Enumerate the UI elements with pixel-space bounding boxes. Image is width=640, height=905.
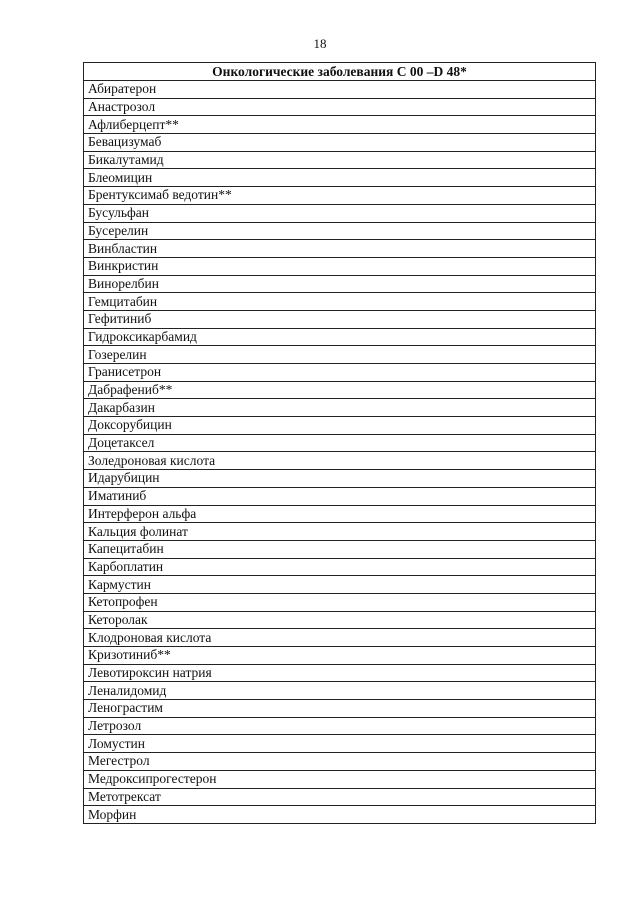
table-row <box>84 593 596 611</box>
table-row <box>84 505 596 523</box>
table-row <box>84 169 596 187</box>
table-row <box>84 381 596 399</box>
drug-name: Винбластин <box>84 240 596 258</box>
table-row <box>84 664 596 682</box>
drug-name: Гранисетрон <box>84 364 596 382</box>
drug-name: Метотрексат <box>84 788 596 806</box>
drug-list-body <box>84 81 596 824</box>
table-row <box>84 735 596 753</box>
table-row <box>84 116 596 134</box>
table-row <box>84 558 596 576</box>
drug-name: Афлиберцепт** <box>84 116 596 134</box>
drug-name: Дабрафениб** <box>84 381 596 399</box>
drug-name: Бусульфан <box>84 204 596 222</box>
table-row <box>84 81 596 99</box>
drug-name: Летрозол <box>84 717 596 735</box>
drug-name: Винорелбин <box>84 275 596 293</box>
page-number: 18 <box>313 36 327 51</box>
table-row <box>84 187 596 205</box>
drug-name: Кризотиниб** <box>84 647 596 665</box>
drug-name: Блеомицин <box>84 169 596 187</box>
table-row <box>84 364 596 382</box>
drug-list-table <box>83 62 596 824</box>
drug-name: Гидроксикарбамид <box>84 328 596 346</box>
drug-name: Бикалутамид <box>84 151 596 169</box>
table-row <box>84 470 596 488</box>
drug-name: Гемцитабин <box>84 293 596 311</box>
drug-name: Мегестрол <box>84 753 596 771</box>
drug-name: Дакарбазин <box>84 399 596 417</box>
table-row <box>84 647 596 665</box>
drug-name: Иматиниб <box>84 487 596 505</box>
table-row <box>84 770 596 788</box>
drug-name: Винкристин <box>84 257 596 275</box>
table-row <box>84 222 596 240</box>
table-row <box>84 417 596 435</box>
drug-name: Левотироксин натрия <box>84 664 596 682</box>
drug-name: Бевацизумаб <box>84 134 596 152</box>
table-row <box>84 275 596 293</box>
table-row <box>84 328 596 346</box>
table-row <box>84 346 596 364</box>
table-row <box>84 151 596 169</box>
table-row <box>84 717 596 735</box>
drug-name: Доцетаксел <box>84 434 596 452</box>
table-header-row <box>84 63 596 81</box>
table-row <box>84 257 596 275</box>
table-row <box>84 682 596 700</box>
drug-name: Интерферон альфа <box>84 505 596 523</box>
table-row <box>84 434 596 452</box>
drug-name: Карбоплатин <box>84 558 596 576</box>
drug-name: Кеторолак <box>84 611 596 629</box>
drug-name: Леналидомид <box>84 682 596 700</box>
table-row <box>84 806 596 824</box>
table-row <box>84 629 596 647</box>
table-row <box>84 753 596 771</box>
drug-name: Доксорубицин <box>84 417 596 435</box>
table-row <box>84 487 596 505</box>
drug-name: Гозерелин <box>84 346 596 364</box>
table-row <box>84 523 596 541</box>
table-row <box>84 576 596 594</box>
table-row <box>84 540 596 558</box>
drug-name: Кармустин <box>84 576 596 594</box>
drug-name: Золедроновая кислота <box>84 452 596 470</box>
table-row <box>84 788 596 806</box>
drug-name: Абиратерон <box>84 81 596 99</box>
drug-name: Медроксипрогестерон <box>84 770 596 788</box>
drug-name: Капецитабин <box>84 540 596 558</box>
drug-name: Гефитиниб <box>84 310 596 328</box>
table-row <box>84 98 596 116</box>
table-header: Онкологические заболевания С 00 –D 48* <box>84 63 596 81</box>
table-row <box>84 293 596 311</box>
drug-name: Ломустин <box>84 735 596 753</box>
table-row <box>84 611 596 629</box>
drug-name: Кетопрофен <box>84 593 596 611</box>
drug-name: Клодроновая кислота <box>84 629 596 647</box>
drug-name: Анастрозол <box>84 98 596 116</box>
table-row <box>84 204 596 222</box>
drug-name: Брентуксимаб ведотин** <box>84 187 596 205</box>
drug-name: Бусерелин <box>84 222 596 240</box>
drug-name: Ленограстим <box>84 700 596 718</box>
table-row <box>84 134 596 152</box>
table-row <box>84 700 596 718</box>
drug-name: Идарубицин <box>84 470 596 488</box>
table-row <box>84 399 596 417</box>
table-row <box>84 310 596 328</box>
table-row <box>84 240 596 258</box>
drug-name: Морфин <box>84 806 596 824</box>
table-row <box>84 452 596 470</box>
drug-name: Кальция фолинат <box>84 523 596 541</box>
